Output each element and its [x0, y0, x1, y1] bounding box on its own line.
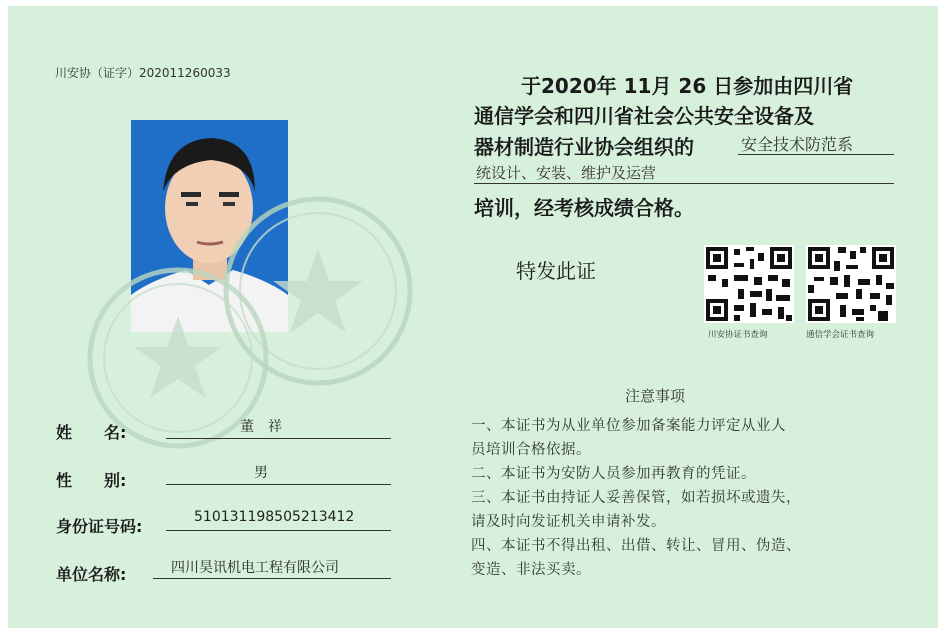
note-line: 二、本证书为安防人员参加再教育的凭证。: [471, 466, 756, 482]
gender-label: 性 别:: [56, 471, 127, 490]
qr-caption-1: 川安协证书查询: [708, 330, 768, 340]
course-name-part-1: 安全技术防范系: [741, 135, 854, 154]
name-underline: [166, 438, 391, 439]
body-line-1: 于2020年 11月 26 日参加由四川省: [521, 74, 854, 98]
id-number-value: 510131198505213412: [194, 509, 355, 525]
qr-code-icon: [704, 245, 794, 323]
certificate-number: 川安协（证字）202011260033: [55, 66, 231, 80]
organization-underline: [153, 578, 391, 579]
issued-statement: 特发此证: [516, 259, 596, 283]
note-line: 一、本证书为从业单位参加备案能力评定从业人: [471, 418, 786, 434]
id-number-underline: [166, 530, 391, 531]
gender-value: 男: [254, 465, 268, 481]
body-line-3-prefix: 器材制造行业协会组织的: [474, 135, 694, 159]
course-underline-1: [738, 154, 894, 155]
certificate-card: [8, 6, 938, 628]
organization-value: 四川昊讯机电工程有限公司: [171, 560, 339, 576]
note-line: 员培训合格依据。: [471, 442, 591, 458]
body-line-5: 培训，经考核成绩合格。: [474, 196, 694, 220]
note-line: 四、本证书不得出租、出借、转让、冒用、伪造、: [471, 538, 801, 554]
course-name-part-2: 统设计、安装、维护及运营: [476, 164, 657, 182]
note-line: 三、本证书由持证人妥善保管，如若损坏或遗失，: [471, 490, 801, 506]
note-line: 请及时向发证机关申请补发。: [471, 514, 666, 530]
qr-caption-2: 通信学会证书查询: [806, 330, 875, 340]
course-underline-2: [474, 183, 894, 184]
name-label: 姓 名:: [56, 423, 127, 442]
id-number-label: 身份证号码:: [56, 517, 143, 536]
name-value: 董 祥: [240, 419, 282, 435]
note-line: 变造、非法买卖。: [471, 562, 591, 578]
qr-code-icon: [806, 245, 896, 323]
body-line-2: 通信学会和四川省社会公共安全设备及: [474, 104, 814, 128]
notes-title: 注意事项: [625, 387, 686, 405]
gender-underline: [166, 484, 391, 485]
organization-label: 单位名称:: [56, 565, 127, 584]
